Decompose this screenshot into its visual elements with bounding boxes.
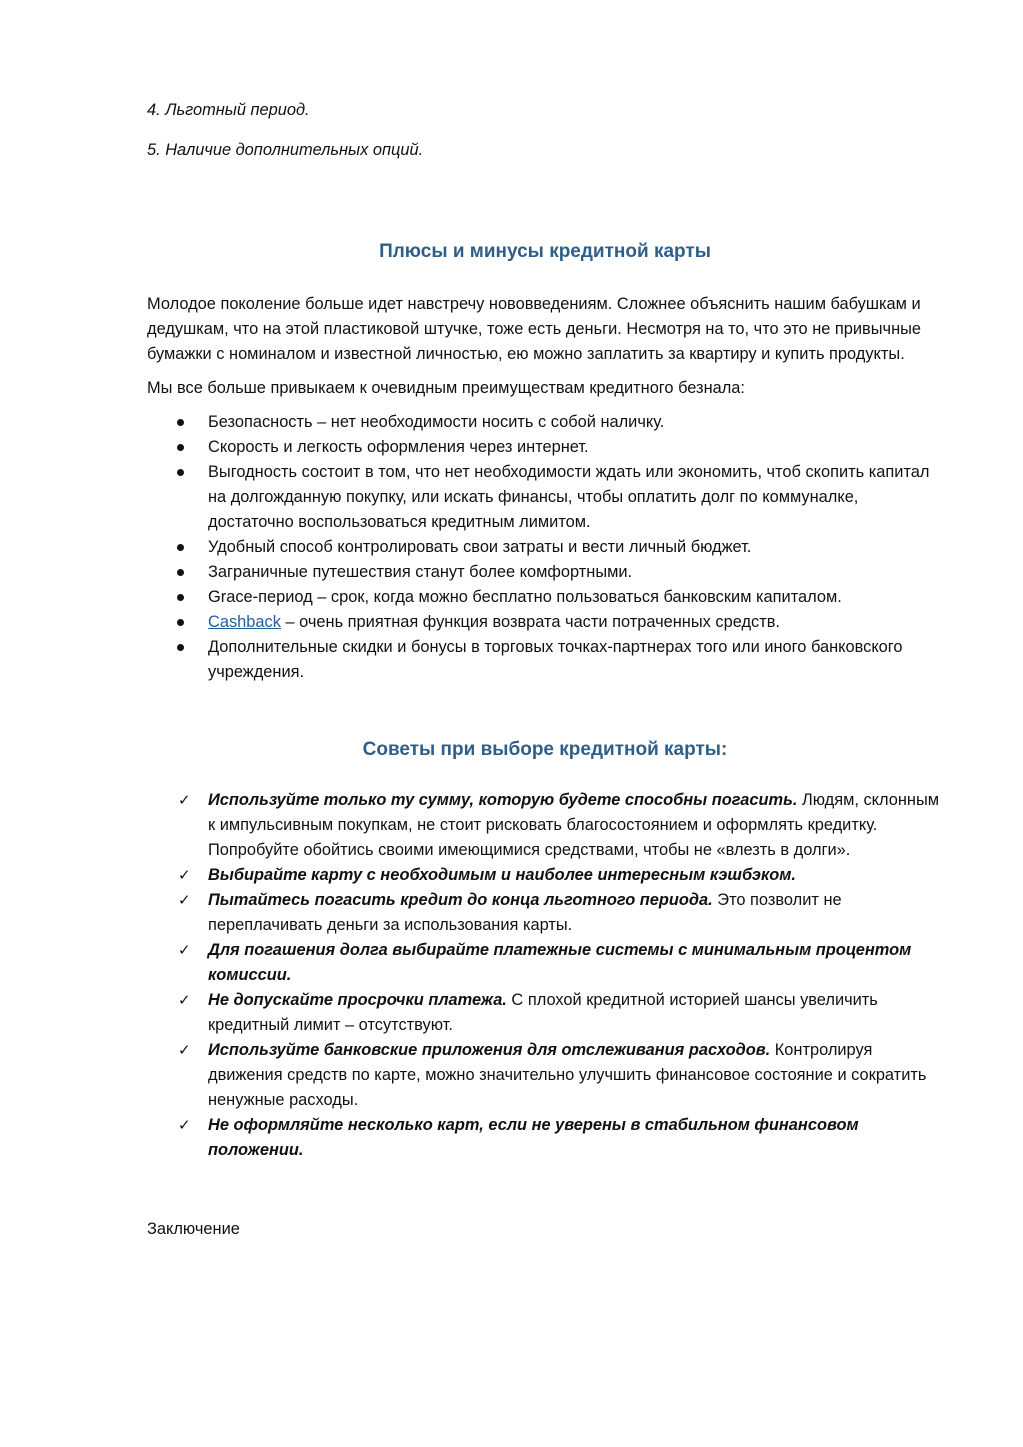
tip-bold: Не оформляйте несколько карт, если не уверены в стабильном финансовом положении. [208,1116,859,1159]
checkmark-icon: ✓ [178,891,191,909]
tip-item [147,1038,943,1113]
tip-item [147,988,943,1038]
conclusion-heading: Заключение [147,1220,240,1238]
checkmark-icon: ✓ [178,991,191,1009]
list-item: Удобный способ контролировать свои затраты и вести личный бюджет. [147,535,943,560]
tips-list [147,788,943,1163]
checkmark-icon: ✓ [178,791,191,809]
checkmark-icon: ✓ [178,1116,191,1134]
list-item: Заграничные путешествия станут более комфортными. [147,560,943,585]
list-item: Grace-период – срок, когда можно бесплатно пользоваться банковским капиталом. [147,585,943,610]
checkmark-icon: ✓ [178,1041,191,1059]
section-heading-tips: Советы при выборе кредитной карты: [362,739,728,760]
checkmark-icon: ✓ [178,941,191,959]
tip-bold: Не допускайте просрочки платежа. [208,991,507,1009]
tip-text: Контролируя движения средств по карте, можно значительно улучшить финансовое состояние и сократить ненужные расходы. [208,1041,927,1109]
tip-bold: Выбирайте карту с необходимым и наиболее интересным кэшбэком. [208,866,796,884]
tip-item [147,788,943,863]
cashback-description: – очень приятная функция возврата части потраченных средств. [280,613,780,631]
list-item: Выгодность состоит в том, что нет необходимости ждать или экономить, чтоб скопить капитал на долгожданную покупку, или искать финансы, чтобы оплатить долг по коммуналке, достаточно воспользоваться кредитным лимитом. [147,460,943,535]
list-item: Дополнительные скидки и бонусы в торговых точках-партнерах того или иного банковского учреждения. [147,635,943,685]
list-item-cashback [147,610,943,635]
lead-paragraph: Мы все больше привыкаем к очевидным преимуществам кредитного безнала: [147,379,745,397]
tip-text: С плохой кредитной историей шансы увеличить кредитный лимит – отсутствуют. [208,991,878,1034]
advantages-list [147,410,943,685]
tip-item [147,1113,943,1163]
section-heading-pros-cons: Плюсы и минусы кредитной карты [379,241,711,262]
tip-item [147,938,943,988]
list-item: Скорость и легкость оформления через интернет. [147,435,943,460]
tip-text: Это позволит не переплачивать деньги за использования карты. [208,891,842,934]
tip-bold: Используйте банковские приложения для отслеживания расходов. [208,1041,771,1059]
tip-bold: Для погашения долга выбирайте платежные системы с минимальным процентом комиссии. [208,941,912,984]
list-item-grace-period: 4. Льготный период. [147,101,310,119]
tip-text: Людям, склонным к импульсивным покупкам, не стоит рисковать благосостоянием и оформлять кредитку. Попробуйте обойтись своими имеющимися средствами, чтобы не «влезть в долги». [208,791,940,859]
checkmark-icon: ✓ [178,866,191,884]
cashback-link[interactable]: Cashback [208,613,281,631]
list-item: Безопасность – нет необходимости носить с собой наличку. [147,410,943,435]
tip-bold: Пытайтесь погасить кредит до конца льготного периода. [208,891,713,909]
tip-item [147,888,943,938]
intro-paragraph: Молодое поколение больше идет навстречу нововведениям. Сложнее объяснить нашим бабушкам и дедушкам, что на этой пластиковой штучке, тоже есть деньги. Несмотря на то, что это не привычные бумажки с номиналом и известной личностью, ею можно заплатить за квартиру и купить продукты. [147,295,922,363]
list-item-extra-options: 5. Наличие дополнительных опций. [147,141,424,159]
tip-item [147,863,943,888]
tip-bold: Используйте только ту сумму, которую будете способны погасить. [208,791,798,809]
